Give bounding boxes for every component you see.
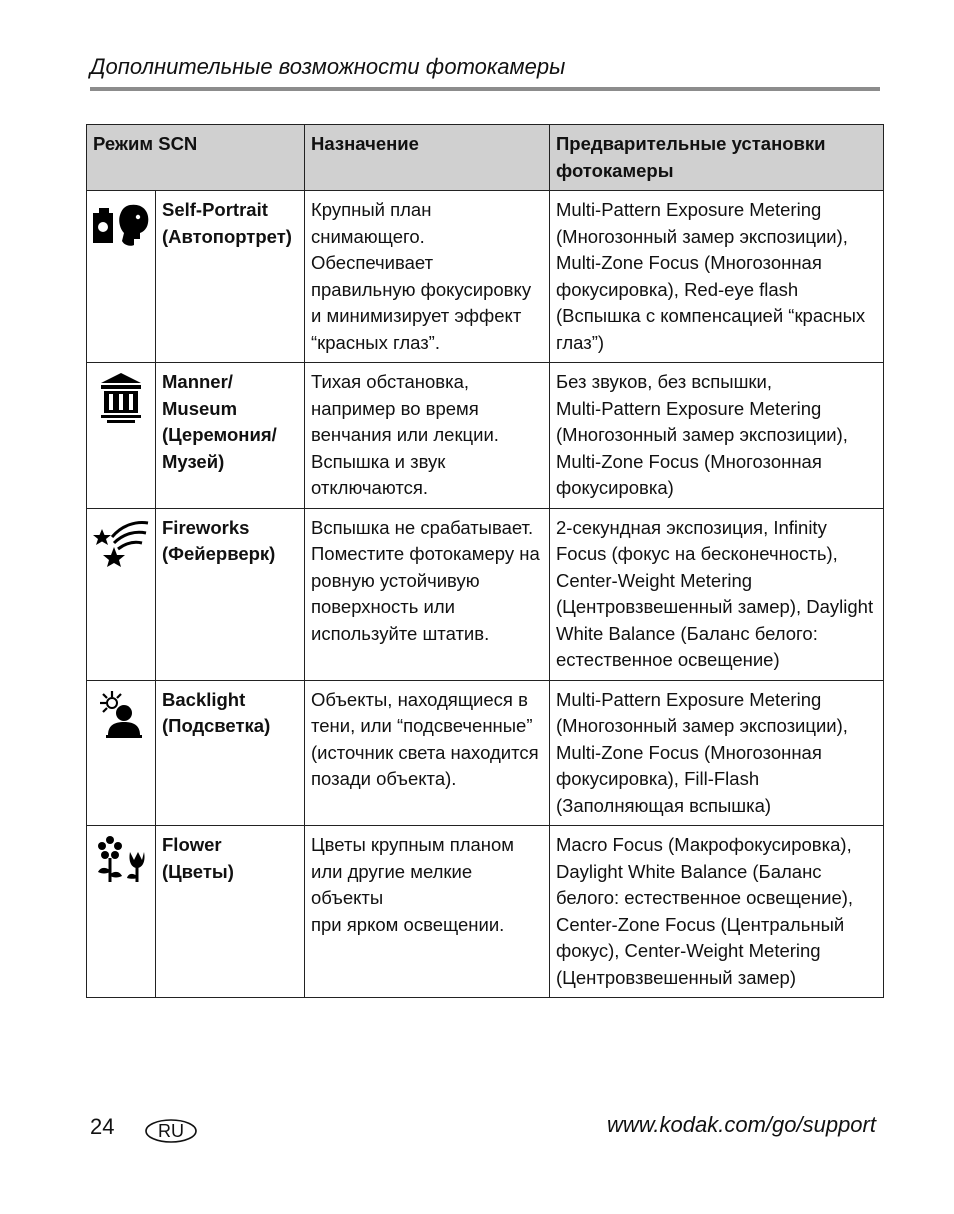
purpose-line: и минимизирует эффект	[311, 305, 522, 326]
purpose-line: правильную фокусировку	[311, 278, 532, 300]
settings-line: (Многозонный замер экспозиции),	[556, 225, 848, 247]
mode-purpose	[305, 363, 550, 509]
settings-line: (Центровзвешенный замер)	[556, 966, 796, 988]
purpose-line: отключаются.	[311, 477, 428, 498]
settings-line: Multi-Zone Focus (Многозонная	[556, 252, 822, 273]
mode-name-line: Flower	[162, 834, 222, 855]
settings-line: (Многозонный замер экспозиции),	[556, 424, 848, 445]
mode-name-line: (Фейерверк)	[162, 543, 276, 564]
purpose-line: венчания или лекции.	[311, 424, 499, 445]
purpose-line: Обеспечивает	[311, 252, 434, 273]
table-row	[87, 363, 884, 509]
mode-icon-cell	[87, 826, 156, 998]
settings-line: Multi-Zone Focus (Многозонная	[556, 450, 822, 472]
table-header-row	[87, 125, 884, 191]
mode-name-line: (Цветы)	[162, 860, 234, 882]
purpose-line: используйте штатив.	[311, 622, 490, 644]
mode-icon-cell	[87, 680, 156, 826]
flower-icon	[94, 834, 148, 886]
mode-name	[156, 826, 305, 998]
mode-icon-cell	[87, 508, 156, 680]
purpose-line: “красных глаз”.	[311, 331, 440, 353]
mode-icon-cell	[87, 363, 156, 509]
mode-name-line: (Церемония/	[162, 424, 277, 445]
purpose-line: Вспышка и звук	[311, 450, 446, 472]
header-settings: Предварительные установки фотокамеры	[550, 125, 884, 191]
purpose-line: Тихая обстановка,	[311, 371, 470, 392]
table-row	[87, 508, 884, 680]
mode-name	[156, 191, 305, 363]
scn-modes-table	[86, 124, 884, 998]
purpose-line: например во время	[311, 397, 479, 419]
table-row	[87, 191, 884, 363]
settings-line: Center-Zone Focus (Центральный	[556, 913, 845, 935]
purpose-line: поверхность или	[311, 596, 456, 617]
header-scn-mode: Режим SCN	[87, 125, 305, 191]
mode-purpose	[305, 680, 550, 826]
settings-line: фокусировка), Red-eye flash	[556, 278, 799, 300]
mode-name-line: (Подсветка)	[162, 715, 271, 736]
settings-line: Multi-Pattern Exposure Metering	[556, 688, 822, 710]
header-divider	[90, 87, 880, 91]
settings-line: Center-Weight Metering	[556, 569, 753, 591]
settings-line: Daylight White Balance (Баланс	[556, 860, 822, 882]
purpose-line: тени, или “подсвеченные”	[311, 715, 533, 736]
mode-settings	[550, 363, 884, 509]
settings-line: естественное освещение)	[556, 649, 780, 670]
settings-line: (Центровзвешенный замер), Daylight	[556, 596, 874, 617]
purpose-line: Вспышка не срабатывает.	[311, 516, 534, 538]
mode-settings	[550, 508, 884, 680]
purpose-line: снимающего.	[311, 225, 425, 247]
settings-line: 2-секундная экспозиция, Infinity	[556, 516, 827, 538]
backlight-icon	[98, 689, 144, 739]
table-row	[87, 826, 884, 998]
settings-line: глаз”)	[556, 331, 605, 353]
settings-line: (Вспышка с компенсацией “красных	[556, 305, 866, 326]
page-header-title: Дополнительные возможности фотокамеры	[90, 54, 566, 79]
settings-line: фокусировка), Fill-Flash	[556, 768, 760, 789]
settings-line: Macro Focus (Макрофокусировка),	[556, 834, 852, 855]
mode-name-line: Backlight	[162, 688, 246, 710]
mode-name	[156, 680, 305, 826]
settings-line: фокусировка)	[556, 477, 674, 498]
settings-line: (Многозонный замер экспозиции),	[556, 715, 848, 736]
settings-line: Multi-Zone Focus (Многозонная	[556, 741, 822, 763]
page-number: 24	[90, 1114, 115, 1139]
table-row	[87, 680, 884, 826]
settings-line: фокус), Center-Weight Metering	[556, 940, 821, 961]
self-portrait-icon	[90, 199, 152, 255]
mode-icon-cell	[87, 191, 156, 363]
mode-name-line: Fireworks	[162, 516, 250, 538]
language-badge	[144, 1118, 198, 1144]
settings-line: Multi-Pattern Exposure Metering	[556, 199, 822, 220]
language-badge-label: RU	[158, 1121, 184, 1141]
settings-line: (Заполняющая вспышка)	[556, 794, 772, 816]
fireworks-icon	[92, 517, 150, 567]
purpose-line: Объекты, находящиеся в	[311, 688, 528, 710]
mode-name-line: (Автопортрет)	[162, 225, 292, 247]
purpose-line: при ярком освещении.	[311, 913, 505, 935]
mode-purpose	[305, 508, 550, 680]
settings-line: белого: естественное освещение),	[556, 887, 854, 908]
settings-line: Без звуков, без вспышки,	[556, 371, 772, 392]
support-url: www.kodak.com/go/support	[606, 1112, 876, 1137]
settings-line: Focus (фокус на бесконечность),	[556, 543, 838, 564]
purpose-line: Поместите фотокамеру на	[311, 543, 540, 564]
purpose-line: ровную устойчивую	[311, 569, 480, 591]
mode-name-line: Museum	[162, 397, 238, 419]
mode-name-line: Manner/	[162, 371, 233, 392]
purpose-line: позади объекта).	[311, 768, 457, 789]
settings-line: White Balance (Баланс белого:	[556, 622, 818, 644]
purpose-line: (источник света находится	[311, 741, 539, 763]
mode-settings	[550, 191, 884, 363]
mode-purpose	[305, 826, 550, 998]
purpose-line: Цветы крупным планом	[311, 834, 515, 855]
mode-name	[156, 363, 305, 509]
purpose-line: или другие мелкие объекты	[311, 860, 473, 908]
mode-settings	[550, 680, 884, 826]
museum-icon	[99, 371, 143, 423]
purpose-line: Крупный план	[311, 199, 432, 220]
settings-line: Multi-Pattern Exposure Metering	[556, 397, 822, 419]
mode-name-line: Self-Portrait	[162, 199, 268, 220]
mode-name-line: Музей)	[162, 450, 225, 472]
mode-purpose	[305, 191, 550, 363]
header-purpose: Назначение	[305, 125, 550, 191]
mode-settings	[550, 826, 884, 998]
mode-name	[156, 508, 305, 680]
